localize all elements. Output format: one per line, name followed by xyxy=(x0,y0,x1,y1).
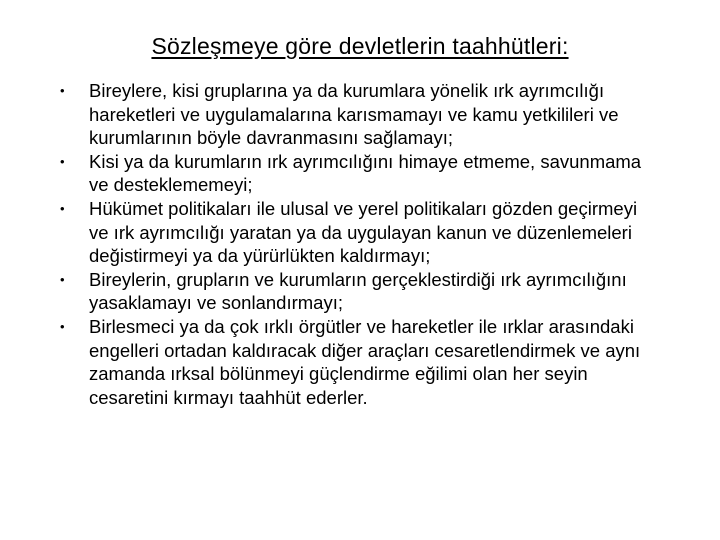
bullet-text: Kisi ya da kurumların ırk ayrımcılığını himaye etmeme, savunmama ve desteklememeyi; xyxy=(89,150,642,196)
slide-title: Sözleşmeye göre devletlerin taahhütleri: xyxy=(151,33,569,59)
bullet-text: Birlesmeci ya da çok ırklı örgütler ve hareketler ile ırklar arasındaki engelleri ortadan kaldıracak diğer araçları cesaretlendirmek ve aynı zamanda ırksal bölünmeyi güçlendirme eğilimi olan her seyin cesaretini kırmayı taahhüt ederler. xyxy=(89,315,641,408)
bullet-marker: • xyxy=(60,83,65,98)
bullet-item-1 xyxy=(60,79,660,150)
bullet-marker: • xyxy=(60,200,65,216)
bullet-item-4 xyxy=(60,268,660,315)
bullet-text: Hükümet politikaları ile ulusal ve yerel politikaları gözden geçirmeyi ve ırk ayrımcılığı yaratan ya da uygulayan kanun ve düzenlemeleri değistirmeyi ya da yürürlükten kaldırmayı; xyxy=(89,197,638,267)
bullet-item-5 xyxy=(60,315,660,409)
bullet-list xyxy=(60,79,660,409)
bullet-item-3 xyxy=(60,197,660,268)
bullet-marker: • xyxy=(60,271,65,287)
bullet-marker: • xyxy=(60,318,65,334)
bullet-item-2 xyxy=(60,150,660,197)
bullet-text: Bireylere, kisi gruplarına ya da kurumlara yönelik ırk ayrımcılığı hareketleri ve uygulamalarına karısmamayı ve kamu yetkilileri ve kurumlarının böyle davranmasını sağlamayı; xyxy=(89,80,619,149)
bullet-text: Bireylerin, grupların ve kurumların gerçeklestirdiği ırk ayrımcılığını yasaklamayı ve sonlandırmayı; xyxy=(89,268,627,314)
bullet-marker: • xyxy=(60,153,65,169)
